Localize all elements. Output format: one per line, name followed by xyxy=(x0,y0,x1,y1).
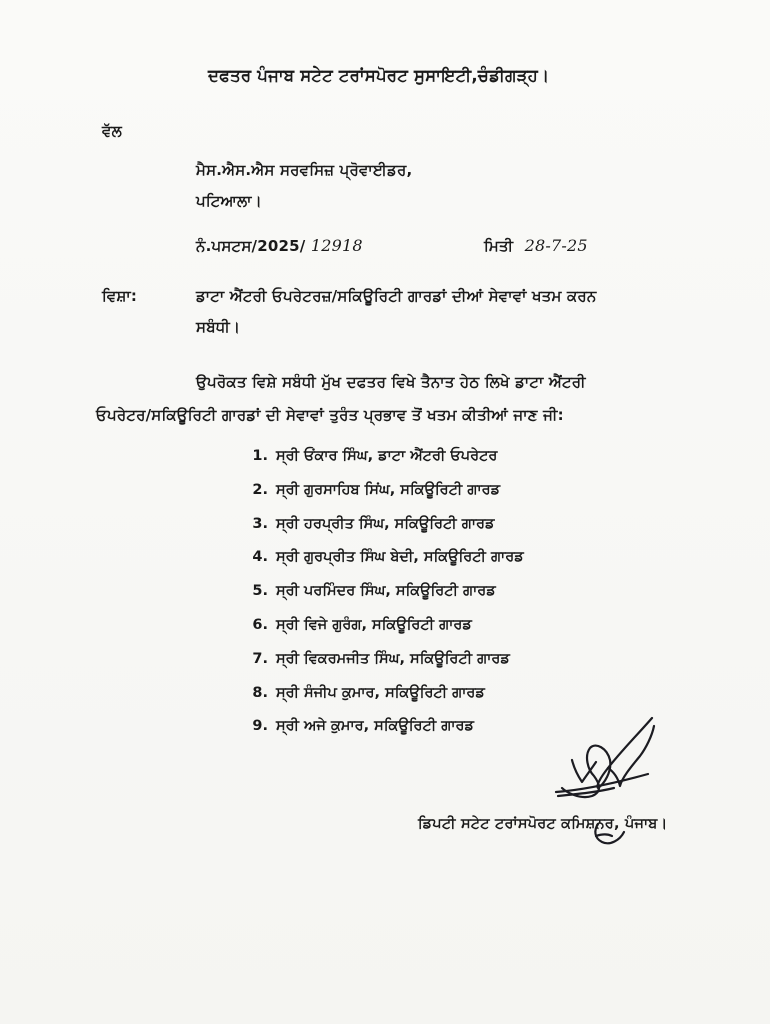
list-item xyxy=(244,516,524,550)
list-item-number: 6. xyxy=(252,616,268,633)
body-line-1: ਉਪਰੋਕਤ ਵਿਸ਼ੇ ਸਬੰਧੀ ਮੁੱਖ ਦਫਤਰ ਵਿਖੇ ਤੈਨਾਤ ਹੇਠ ਲਿਖੇ ਡਾਟਾ ਐਂਟਰੀ xyxy=(196,373,586,391)
list-item-text: ਸ੍ਰੀ ਪਰਮਿੰਦਰ ਸਿੰਘ, ਸਕਿਊਰਿਟੀ ਗਾਰਡ xyxy=(276,583,496,600)
list-item xyxy=(244,583,524,617)
list-item xyxy=(244,448,524,482)
list-item-text: ਸ੍ਰੀ ਵਿਜੇ ਗੁਰੰਗ, ਸਕਿਊਰਿਟੀ ਗਾਰਡ xyxy=(276,616,472,633)
body-line-2: ਓਪਰੇਟਰ/ਸਕਿਊਰਿਟੀ ਗਾਰਡਾਂ ਦੀ ਸੇਵਾਵਾਂ ਤੁਰੰਤ ਪ੍ਰਭਾਵ ਤੋਂ ਖਤਮ ਕੀਤੀਆਂ ਜਾਣ ਜੀ: xyxy=(96,406,564,424)
list-item-number: 5. xyxy=(252,583,268,600)
list-item-text: ਸ੍ਰੀ ਓਂਕਾਰ ਸਿੰਘ, ਡਾਟਾ ਐਂਟਰੀ ਓਪਰੇਟਰ xyxy=(276,448,498,464)
list-item-text: ਸ੍ਰੀ ਗੁਰਪ੍ਰੀਤ ਸਿੰਘ ਬੇਦੀ, ਸਕਿਊਰਿਟੀ ਗਾਰਡ xyxy=(276,549,524,566)
list-item xyxy=(244,718,524,752)
list-item-number: 9. xyxy=(252,718,268,735)
list-item-text: ਸ੍ਰੀ ਸੰਜੀਪ ਕੁਮਾਰ, ਸਕਿਊਰਿਟੀ ਗਾਰਡ xyxy=(276,684,485,701)
subject-label: ਵਿਸ਼ਾ: xyxy=(102,287,138,305)
list-item-number: 4. xyxy=(252,549,268,566)
list-item-number: 7. xyxy=(252,650,268,667)
reference-number xyxy=(196,236,363,255)
list-item xyxy=(244,651,524,685)
subject-line-2: ਸਬੰਧੀ। xyxy=(196,318,241,336)
date-label: ਮਿਤੀ xyxy=(484,237,514,255)
letter-date xyxy=(484,236,588,255)
list-item xyxy=(244,685,524,719)
list-item xyxy=(244,549,524,583)
to-label: ਵੱਲ xyxy=(102,122,122,140)
list-item-number: 2. xyxy=(252,481,268,498)
staff-list xyxy=(244,448,524,752)
subject-line-1: ਡਾਟਾ ਐਂਟਰੀ ਓਪਰੇਟਰਜ਼/ਸਕਿਊਰਿਟੀ ਗਾਰਡਾਂ ਦੀਆਂ ਸੇਵਾਵਾਂ ਖਤਮ ਕਰਨ xyxy=(196,287,597,305)
recipient-line-2: ਪਟਿਆਲਾ। xyxy=(196,192,262,210)
handwritten-signature xyxy=(552,712,662,862)
list-item xyxy=(244,482,524,516)
office-heading: ਦਫਤਰ ਪੰਜਾਬ ਸਟੇਟ ਟਰਾਂਸਪੋਰਟ ਸੁਸਾਇਟੀ,ਚੰਡੀਗੜ੍ਹ। xyxy=(208,66,550,85)
list-item xyxy=(244,617,524,651)
recipient-line-1: ਮੈਸ.ਐਸ.ਐਸ ਸਰਵਸਿਜ਼ ਪ੍ਰੋਵਾਈਡਰ, xyxy=(196,161,413,179)
list-item-text: ਸ੍ਰੀ ਗੁਰਸਾਹਿਬ ਸਿਂਘ, ਸਕਿਊਰਿਟੀ ਗਾਰਡ xyxy=(276,481,501,498)
list-item-number: 1. xyxy=(252,448,268,464)
date-handwritten-value: 28-7-25 xyxy=(524,236,588,255)
reference-handwritten-number: 12918 xyxy=(310,236,363,255)
list-item-number: 3. xyxy=(252,515,268,532)
list-item-text: ਸ੍ਰੀ ਹਰਪ੍ਰੀਤ ਸਿੰਘ, ਸਕਿਊਰਿਟੀ ਗਾਰਡ xyxy=(276,515,495,532)
list-item-text: ਸ੍ਰੀ ਵਿਕਰਮਜੀਤ ਸਿੰਘ, ਸਕਿਊਰਿਟੀ ਗਾਰਡ xyxy=(276,650,510,667)
signatory-designation: ਡਿਪਟੀ ਸਟੇਟ ਟਰਾਂਸਪੋਰਟ ਕਮਿਸ਼ਨਰ, ਪੰਜਾਬ। xyxy=(418,816,668,832)
list-item-number: 8. xyxy=(252,684,268,701)
list-item-text: ਸ੍ਰੀ ਅਜੇ ਕੁਮਾਰ, ਸਕਿਊਰਿਟੀ ਗਾਰਡ xyxy=(276,718,474,735)
reference-prefix: ਨੰ.ਪਸਟਸ/2025/ xyxy=(196,237,306,255)
